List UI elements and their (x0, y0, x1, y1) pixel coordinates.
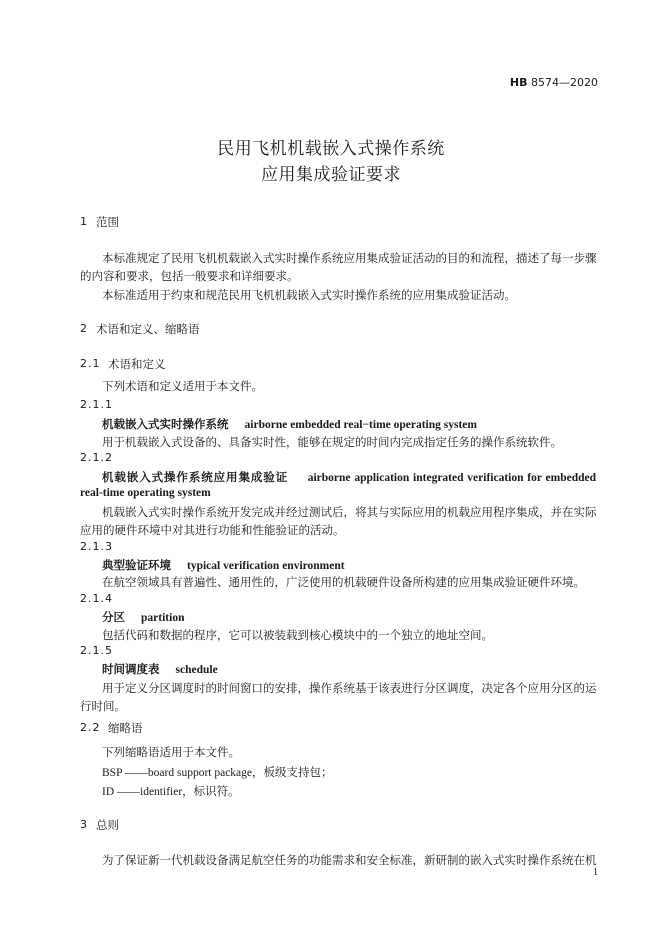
term-chinese: 时间调度表 (102, 662, 160, 676)
section-heading: 范围 (96, 215, 119, 229)
paragraph-line: 的内容和要求，包括一般要求和详细要求。 (80, 271, 299, 283)
subsection-heading: 缩略语 (108, 721, 143, 735)
section-heading: 总则 (96, 818, 119, 832)
term-number: 2.1.4 (80, 592, 113, 605)
doc-title-line2: 应用集成验证要求 (261, 165, 401, 185)
term-title (102, 469, 596, 485)
term-definition: 包括代码和数据的程序，它可以被装载到核心模块中的一个独立的地址空间。 (102, 630, 493, 642)
term-title (102, 557, 345, 573)
paragraph-line: 下列术语和定义适用于本文件。 (102, 381, 263, 393)
term-chinese: 分区 (102, 610, 125, 624)
term-english: airborne application integrated verification for embedded (307, 472, 597, 484)
section-number: 2 (80, 322, 88, 335)
term-definition: 行时间。 (80, 701, 126, 713)
term-english: schedule (175, 664, 218, 676)
term-definition: 应用的硬件环境中对其进行功能和性能验证的活动。 (80, 525, 345, 537)
subsection-number: 2.1 (80, 357, 101, 370)
term-chinese: 机载嵌入式操作系统应用集成验证 (102, 470, 289, 484)
term-number: 2.1.1 (80, 398, 113, 411)
doc-code (510, 76, 598, 89)
paragraph-line: 下列缩略语适用于本文件。 (102, 747, 240, 759)
page-number: 1 (593, 867, 598, 878)
term-english: typical verification environment (187, 560, 345, 572)
term-title (102, 416, 477, 432)
abbreviation-entry: ID ——identifier，标识符。 (102, 786, 240, 798)
term-definition: 用于机载嵌入式设备的、具备实时性，能够在规定的时间内完成指定任务的操作系统软件。 (102, 437, 562, 449)
paragraph-line: 为了保证新一代机载设备满足航空任务的功能需求和安全标准，新研制的嵌入式实时操作系统在机 (102, 855, 597, 867)
term-title (102, 609, 184, 625)
term-number: 2.1.2 (80, 451, 113, 464)
term-definition: 用于定义分区调度时的时间窗口的安排，操作系统基于该表进行分区调度，决定各个应用分区的运 (102, 683, 597, 695)
subsection-heading: 术语和定义 (108, 357, 166, 371)
term-english: partition (141, 612, 185, 624)
section-number: 3 (80, 818, 88, 831)
doc-code-number: 8574—2020 (527, 76, 598, 89)
abbreviation-entry: BSP ——board support package，板级支持包； (102, 767, 333, 779)
subsection-number: 2.2 (80, 721, 101, 734)
term-english: airborne embedded real−time operating system (244, 419, 477, 431)
term-number: 2.1.5 (80, 644, 113, 657)
term-chinese: 典型验证环境 (102, 558, 171, 572)
section-number: 1 (80, 215, 88, 228)
doc-title-line1: 民用飞机机载嵌入式操作系统 (217, 139, 445, 159)
term-definition: 在航空领域具有普遍性、通用性的，广泛使用的机载硬件设备所构建的应用集成验证硬件环境。 (102, 577, 585, 589)
paragraph-line: 本标准适用于约束和规范民用飞机机载嵌入式实时操作系统的应用集成验证活动。 (102, 290, 516, 302)
term-definition: 机载嵌入式实时操作系统开发完成并经过测试后，将其与实际应用的机载应用程序集成，并在实际 (102, 507, 597, 519)
section-heading: 术语和定义、缩略语 (96, 322, 200, 336)
term-chinese: 机载嵌入式实时操作系统 (102, 417, 229, 431)
term-number: 2.1.3 (80, 540, 113, 553)
term-english-continued: real-time operating system (80, 487, 211, 499)
term-title (102, 661, 218, 677)
doc-code-prefix: HB (509, 76, 528, 89)
paragraph-line: 本标准规定了民用飞机机载嵌入式实时操作系统应用集成验证活动的目的和流程，描述了每一步骤 (102, 253, 597, 265)
